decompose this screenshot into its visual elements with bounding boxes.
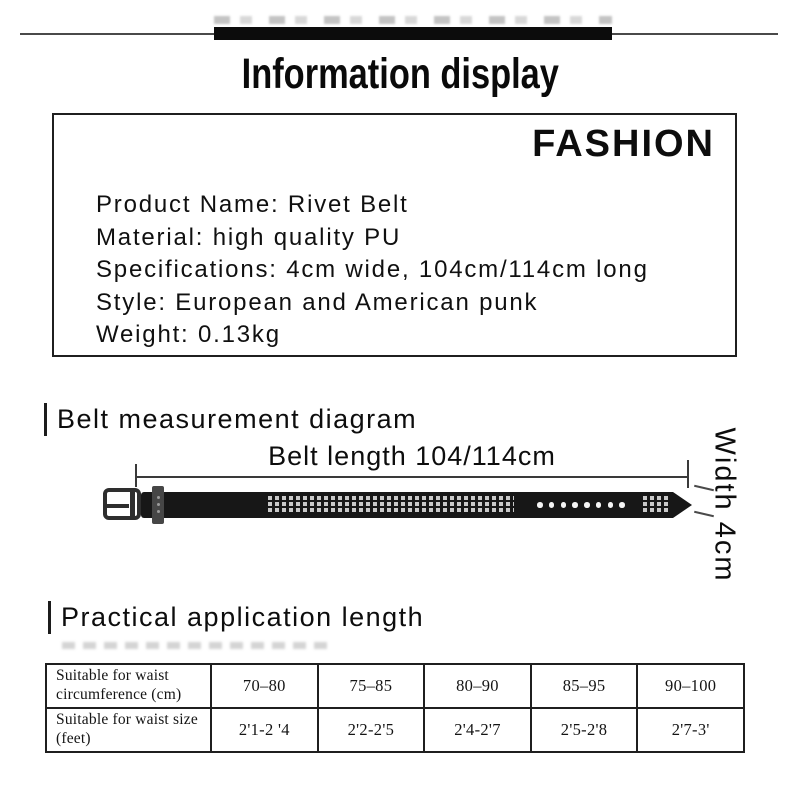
row-label-feet-size: Suitable for waist size (feet) xyxy=(46,708,211,752)
blurred-watermark-text xyxy=(62,642,330,649)
keeper-stitches xyxy=(157,496,160,513)
row-label-circumference: Suitable for waist circumference (cm) xyxy=(46,664,211,708)
spec-line-weight: Weight: 0.13kg xyxy=(96,321,281,348)
brand-label: FASHION xyxy=(532,123,715,165)
spec-line-material: Material: high quality PU xyxy=(96,223,402,251)
product-spec-lines xyxy=(96,189,649,352)
waist-size-table xyxy=(45,663,745,753)
feet-size-cell: 2'5-2'8 xyxy=(531,708,638,752)
circumference-cell: 75–85 xyxy=(318,664,425,708)
heading-accent-bar xyxy=(48,601,51,634)
buckle-prong xyxy=(107,504,129,508)
belt-length-label: Belt length 104/114cm xyxy=(268,441,556,471)
length-measure-tick-right xyxy=(687,460,689,488)
belt-width-label: Width 4cm xyxy=(708,427,741,583)
table-row-feet-size xyxy=(46,708,744,752)
divider-black-bar xyxy=(214,27,612,40)
blurred-watermark-text xyxy=(214,16,612,24)
length-measure-line xyxy=(136,476,688,478)
product-info-box xyxy=(52,113,737,357)
feet-size-cell: 2'2-2'5 xyxy=(318,708,425,752)
feet-size-cell: 2'7-3' xyxy=(637,708,744,752)
buckle-center-bar xyxy=(130,492,135,516)
title-container xyxy=(0,50,800,99)
rivet-stud-grid-tip xyxy=(643,496,669,513)
spec-line-specifications: Specifications: 4cm wide, 104cm/114cm long xyxy=(96,256,649,283)
length-measure-tick-left xyxy=(135,464,137,487)
feet-size-cell: 2'4-2'7 xyxy=(424,708,531,752)
measurement-heading-text: Belt measurement diagram xyxy=(57,404,418,434)
rivet-stud-grid-main xyxy=(268,496,514,513)
belt-buckle xyxy=(103,488,141,520)
circumference-cell: 90–100 xyxy=(637,664,744,708)
practical-heading-text: Practical application length xyxy=(61,602,425,632)
feet-size-cell: 2'1-2 '4 xyxy=(211,708,318,752)
spec-line-product-name: Product Name: Rivet Belt xyxy=(96,191,409,218)
belt-pointed-tip xyxy=(673,492,692,518)
table-row-circumference xyxy=(46,664,744,708)
spec-line-style: Style: European and American punk xyxy=(96,288,539,316)
circumference-cell: 70–80 xyxy=(211,664,318,708)
belt-holes xyxy=(537,502,625,508)
heading-accent-bar xyxy=(44,403,47,436)
section-heading-practical xyxy=(48,601,424,634)
circumference-cell: 85–95 xyxy=(531,664,638,708)
circumference-cell: 80–90 xyxy=(424,664,531,708)
page-title: Information display xyxy=(241,50,559,98)
section-heading-measurement xyxy=(44,403,417,436)
belt-keeper-loop xyxy=(152,486,164,524)
